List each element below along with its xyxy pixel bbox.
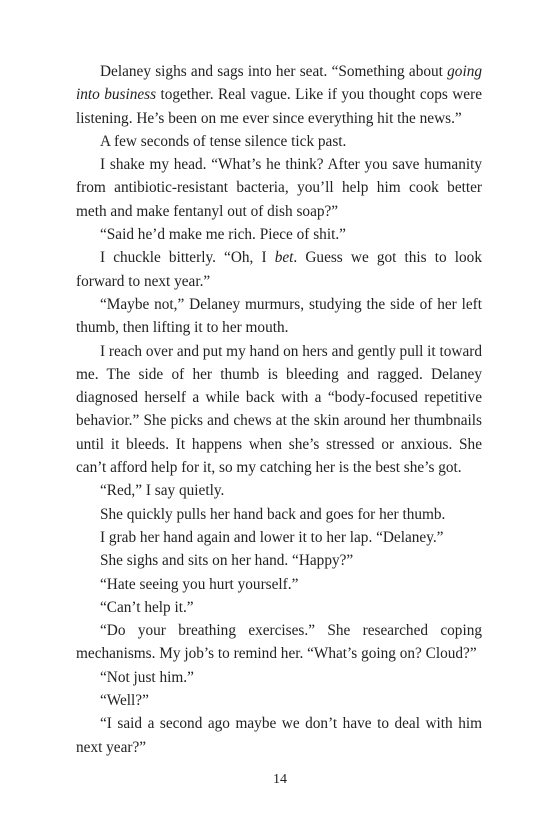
paragraph-text: I chuckle bitterly. “Oh, I: [100, 249, 275, 267]
paragraph-text: “I said a second ago maybe we don’t have to deal with him next year?”: [76, 715, 482, 756]
paragraph: [76, 619, 482, 666]
paragraph: [76, 549, 482, 572]
italic-text: going into business: [76, 63, 482, 104]
paragraph-text: together. Real vague. Like if you thought cops were listening. He’s been on me ever since everything hit the news.”: [76, 86, 482, 127]
paragraph-text: “Hate seeing you hurt yourself.”: [100, 575, 299, 593]
paragraph-text: A few seconds of tense silence tick past.: [100, 132, 347, 150]
paragraph-text: I shake my head. “What’s he think? After you save humanity from antibiotic-resistant bacteria, you’ll help him cook better meth and make fentanyl out of dish soap?”: [76, 156, 482, 220]
paragraph: [76, 246, 482, 293]
paragraph-text: “Not just him.”: [100, 668, 194, 686]
paragraph: [76, 479, 482, 502]
paragraph: [76, 573, 482, 596]
paragraph-text: “Maybe not,” Delaney murmurs, studying the side of her left thumb, then lifting it to her mouth.: [76, 295, 482, 337]
paragraph: [76, 526, 482, 549]
paragraph: [76, 503, 482, 526]
page-number: 14: [273, 772, 287, 787]
paragraph: [76, 60, 482, 130]
paragraph-text: “Red,” I say quietly.: [100, 482, 225, 500]
paragraph-text: . Guess we got this to look forward to next year.”: [76, 249, 482, 290]
paragraph-text: “Well?”: [100, 692, 149, 710]
paragraph: [76, 153, 482, 223]
paragraph-text: Delaney sighs and sags into her seat. “Something about: [100, 63, 448, 80]
paragraph-text: I grab her hand again and lower it to her lap. “Delaney.”: [100, 528, 444, 546]
paragraph: [76, 596, 482, 619]
page-body: [76, 60, 482, 759]
paragraph: [76, 130, 482, 153]
paragraph-text: I reach over and put my hand on hers and gently pull it toward me. The side of her thumb is bleeding and ragged. Delaney diagnosed herself a while back with a “body-focused repetitive behavior.” She picks and chews at the skin around her thumbnails until it bleeds. It happens when she’s stressed or anxious. She can’t afford help for it, so my catching her is the best she’s got.: [76, 342, 482, 477]
paragraph: [76, 340, 482, 480]
paragraph-text: “Said he’d make me rich. Piece of shit.”: [100, 226, 346, 244]
paragraph: [76, 666, 482, 689]
paragraph: [76, 712, 482, 759]
paragraph-text: She sighs and sits on her hand. “Happy?”: [100, 552, 354, 570]
paragraph: [76, 293, 482, 340]
paragraph-text: “Do your breathing exercises.” She researched coping mechanisms. My job’s to remind her. “What’s going on? Cloud?”: [76, 622, 482, 663]
paragraph-text: She quickly pulls her hand back and goes for her thumb.: [100, 505, 446, 523]
italic-text: bet: [274, 249, 294, 267]
paragraph: [76, 223, 482, 246]
paragraph: [76, 689, 482, 712]
paragraph-text: “Can’t help it.”: [100, 598, 194, 616]
